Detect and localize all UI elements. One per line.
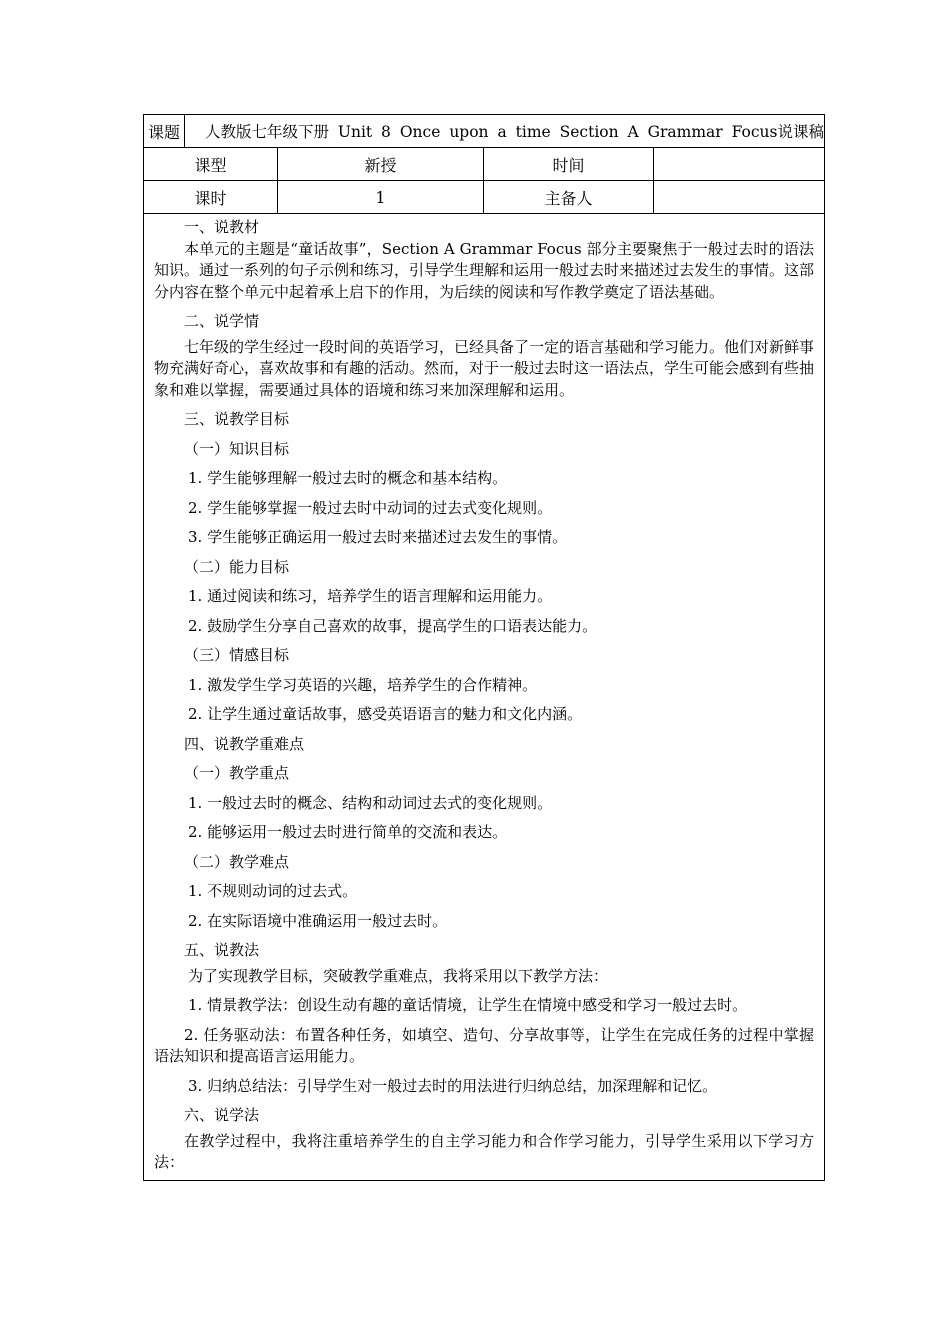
list-item: 2. 任务驱动法：布置各种任务，如填空、造句、分享故事等，让学生在完成任务的过程中掌握语法知识和提高语言运用能力。 bbox=[154, 1025, 814, 1065]
topic-label: 课题 bbox=[144, 115, 185, 147]
section-heading: 四、说教学重难点 bbox=[184, 734, 305, 753]
list-item: 1. 通过阅读和练习，培养学生的语言理解和运用能力。 bbox=[188, 587, 553, 605]
section-heading: 五、说教法 bbox=[184, 941, 260, 959]
time-label: 时间 bbox=[484, 148, 654, 180]
list-item: 2. 学生能够掌握一般过去时中动词的过去式变化规则。 bbox=[188, 498, 553, 517]
time-value bbox=[654, 148, 824, 180]
preparer-value bbox=[654, 181, 824, 213]
subsection-heading: （三）情感目标 bbox=[184, 646, 290, 664]
subsection-heading: （二）能力目标 bbox=[184, 557, 290, 576]
paragraph: 在教学过程中，我将注重培养学生的自主学习能力和合作学习能力，引导学生采用以下学习方法： bbox=[154, 1131, 814, 1171]
type-row bbox=[144, 148, 824, 181]
lesson-plan-table bbox=[143, 114, 825, 1181]
preparer-label: 主备人 bbox=[484, 181, 654, 213]
period-label: 课时 bbox=[144, 181, 278, 213]
type-value: 新授 bbox=[278, 148, 484, 180]
subsection-heading: （一）知识目标 bbox=[184, 439, 290, 458]
list-item: 2. 鼓励学生分享自己喜欢的故事，提高学生的口语表达能力。 bbox=[188, 616, 598, 635]
content-body bbox=[144, 214, 824, 1180]
list-item: 3. 学生能够正确运用一般过去时来描述过去发生的事情。 bbox=[188, 528, 568, 546]
period-row bbox=[144, 181, 824, 214]
list-item: 1. 一般过去时的概念、结构和动词过去式的变化规则。 bbox=[188, 793, 553, 812]
list-item: 1. 不规则动词的过去式。 bbox=[188, 882, 358, 900]
topic-row bbox=[144, 115, 824, 148]
paragraph: 本单元的主题是“童话故事”，Section A Grammar Focus 部分主要聚焦于一般过去时的语法知识。通过一系列的句子示例和练习，引导学生理解和运用一般过去时来描述过去发生的事情。这部分内容在整个单元中起着承上启下的作用，为后续的阅读和写作教学奠定了语法基础。 bbox=[154, 239, 815, 301]
period-value: 1 bbox=[278, 181, 484, 213]
list-item: 2. 能够运用一般过去时进行简单的交流和表达。 bbox=[188, 823, 508, 841]
section-heading: 三、说教学目标 bbox=[184, 410, 290, 428]
type-label: 课型 bbox=[144, 148, 278, 180]
list-item: 1. 学生能够理解一般过去时的概念和基本结构。 bbox=[188, 469, 508, 487]
list-item: 1. 情景教学法：创设生动有趣的童话情境，让学生在情境中感受和学习一般过去时。 bbox=[188, 996, 748, 1014]
paragraph: 七年级的学生经过一段时间的英语学习，已经具备了一定的语言基础和学习能力。他们对新鲜事物充满好奇心，喜欢故事和有趣的活动。然而，对于一般过去时这一语法点，学生可能会感到有些抽象和难以掌握，需要通过具体的语境和练习来加深理解和运用。 bbox=[154, 337, 815, 399]
topic-value: 人教版七年级下册 Unit 8 Once upon a time Section A Grammar Focus说课稿 bbox=[204, 123, 824, 141]
paragraph: 为了实现教学目标，突破教学重难点，我将采用以下教学方法： bbox=[188, 966, 609, 985]
section-heading: 二、说学情 bbox=[184, 312, 260, 330]
section-heading: 一、说教材 bbox=[184, 218, 260, 236]
list-item: 3. 归纳总结法：引导学生对一般过去时的用法进行归纳总结，加深理解和记忆。 bbox=[188, 1076, 718, 1095]
list-item: 2. 让学生通过童话故事，感受英语语言的魅力和文化内涵。 bbox=[188, 705, 583, 723]
list-item: 2. 在实际语境中准确运用一般过去时。 bbox=[188, 911, 448, 930]
subsection-heading: （二）教学难点 bbox=[184, 852, 290, 871]
list-item: 1. 激发学生学习英语的兴趣，培养学生的合作精神。 bbox=[188, 675, 538, 694]
section-heading: 六、说学法 bbox=[184, 1106, 260, 1124]
subsection-heading: （一）教学重点 bbox=[184, 764, 290, 782]
